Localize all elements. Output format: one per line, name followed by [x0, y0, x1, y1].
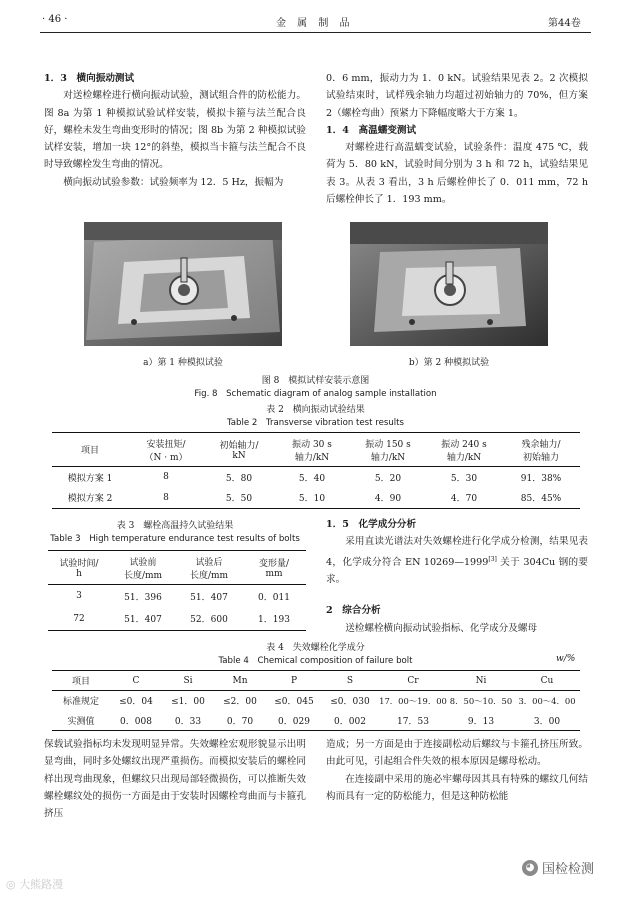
table-cell: 模拟方案 2	[67, 494, 113, 505]
table-header-cell: Si	[183, 675, 193, 686]
table-cell: 52．600	[190, 615, 228, 626]
table-2-caption-en: Table 2 Transverse vibration test results	[226, 418, 405, 428]
table-header-cell: 项目	[71, 677, 90, 687]
table-header-cell: 残余轴力/ 初始轴力	[521, 439, 561, 463]
figure-8-caption-en: Fig. 8 Schematic diagram of analog sample installation	[194, 389, 437, 399]
section-2-title: 2 综合分析	[326, 605, 381, 617]
paragraph: 保载试验指标均未发现明显异常。失效螺栓宏观形貌显示出明显弯曲，同时多处螺纹出现严重损伤。而模拟安装后的螺栓同样出现弯曲现象，但螺纹只出现局部轻微损伤，可以推断失效螺栓螺纹处的损伤一方面是由于安装时因螺栓弯曲而与卡箍孔挤压	[44, 739, 306, 820]
table-cell: 91．38%	[520, 473, 562, 484]
table-cell: 3．00～4．00	[518, 695, 576, 706]
table-header-cell: 项目	[80, 446, 99, 456]
table-cell: 0．70	[226, 716, 254, 727]
figure-8-caption: 图 8 模拟试样安装示意图	[261, 376, 370, 386]
paragraph: 横向振动试验参数：试验频率为 12．5 Hz，振幅为	[63, 176, 284, 188]
table-2-caption: 表 2 横向振动试验结果	[266, 405, 365, 415]
paragraph: 造成；另一方面是由于连接副松动后螺纹与卡箍孔挤压所致。由此可见，引起组合件失效的根本原因是螺母松动。	[326, 739, 588, 768]
table-header-cell: 试验时间/ h	[59, 559, 99, 579]
reference-marker: [3]	[488, 555, 497, 563]
bottom-left-text	[44, 736, 306, 822]
paragraph: 在连接副中采用的施必牢螺母因其具有特殊的螺纹几何结构而具有一定的防松能力，但是这种防松能	[326, 773, 588, 802]
table-header-cell: P	[290, 675, 298, 686]
figure-8b-subcaption: b）第 2 种模拟试验	[408, 358, 490, 368]
table-header-cell: 振动 240 s 轴力/kN	[441, 439, 487, 463]
table-cell: 0．029	[278, 716, 310, 727]
table-row	[52, 488, 580, 509]
table-cell: 17．53	[397, 716, 429, 727]
paragraph: 对送检螺栓进行横向振动试验，测试组合件的防松能力。图 8a 为第 1 种模拟试验试样安装，模拟卡箍与法兰配合良好，螺栓未发生弯曲变形时的情况；图 8b 为第 2 种模拟试验试样安装，增加一块 12°的斜垫，模拟当卡箍与法兰配合不良时导致螺栓发生弯曲的情况。	[44, 90, 306, 171]
figure-8a-subcaption: a）第 1 种模拟试验	[143, 358, 223, 368]
table-header-cell: Cu	[540, 675, 554, 686]
watermark-left-text: 大熊路漫	[19, 878, 64, 891]
table-row	[48, 608, 306, 631]
test-rig-photo-a	[84, 222, 282, 346]
volume-label: 第44卷	[548, 18, 581, 29]
table-header-cell: S	[346, 675, 354, 686]
weibo-icon: ◎	[6, 878, 16, 891]
table-header-cell: 振动 30 s 轴力/kN	[292, 439, 332, 463]
table-row	[48, 585, 306, 608]
table-cell: 17．00～19．00	[379, 695, 447, 706]
table-cell: ≤1．00	[171, 697, 205, 708]
watermark-right	[522, 858, 594, 877]
watermark-left	[6, 876, 63, 892]
left-column-top	[44, 70, 306, 191]
table-cell: 0．008	[120, 716, 152, 727]
table-cell: 0．002	[334, 716, 366, 727]
table-cell: 5．80	[225, 473, 253, 484]
table-3-caption: 表 3 螺栓高温持久试验结果	[116, 521, 234, 531]
table-cell: 4．90	[374, 494, 402, 505]
table-header-cell: Ni	[475, 675, 487, 686]
figure-8a-photo	[84, 222, 282, 346]
paragraph: 送检螺栓横向振动试验指标、化学成分及螺母	[345, 622, 538, 634]
table-row	[52, 467, 580, 488]
paragraph: 0．6 mm，振动力为 1．0 kN。试验结果见表 2。2 次模拟试验结束时，试样残余轴力均超过初始轴力的 70%，但方案 2（螺栓弯曲）预紧力下降幅度略大于方案 1。	[326, 73, 588, 119]
table-2	[52, 432, 580, 509]
table-cell: 4．70	[450, 494, 478, 505]
table-4-caption: 表 4 失效螺栓化学成分	[266, 643, 365, 653]
table-header-row	[48, 551, 306, 585]
table-cell: 9．13	[467, 716, 495, 727]
table-cell: 实测值	[67, 716, 95, 727]
table-cell: ≤0．030	[330, 697, 370, 708]
table-header-cell: C	[132, 675, 140, 686]
section-1-5-text: 采用直读光谱法对失效螺栓进行化学成分检测，结果见表 4，化学成分符合 EN 10269—1999	[326, 536, 588, 568]
table-header-cell: Cr	[407, 675, 419, 686]
table-cell: 模拟方案 1	[67, 473, 113, 484]
watermark-right-text: 国检检测	[542, 862, 595, 877]
table-cell: 51．396	[124, 592, 162, 603]
table-cell: 标准规定	[62, 697, 99, 708]
wechat-icon: ◕	[522, 860, 538, 876]
table-row	[52, 711, 580, 731]
table-cell: 72	[73, 613, 85, 624]
table-3-caption-en: Table 3 High temperature endurance test results of bolts	[50, 534, 300, 544]
table-4	[52, 670, 580, 731]
paragraph	[326, 533, 588, 588]
section-1-5-text-end: 关于 304Cu 钢的要求。	[326, 556, 588, 586]
table-cell: 51．407	[190, 592, 228, 603]
page-number: · 46 ·	[42, 14, 68, 25]
table-header-cell: 试验前 长度/mm	[123, 557, 163, 581]
right-column-top	[326, 70, 588, 208]
table-cell: 3．00	[533, 716, 561, 727]
table-4-caption-en: Table 4 Chemical composition of failure bolt	[218, 656, 413, 666]
test-rig-photo-b	[350, 222, 548, 346]
table-cell: 5．40	[298, 473, 326, 484]
table-header-cell: 试验后 长度/mm	[189, 557, 229, 581]
section-1-4-title: 1．4 高温蠕变测试	[326, 124, 417, 136]
table-3	[48, 550, 306, 631]
table-cell: 8	[163, 492, 169, 503]
section-1-3-title: 1．3 横向振动测试	[44, 73, 135, 84]
table-cell: 85．45%	[520, 494, 562, 505]
table-cell: ≤2．00	[223, 697, 257, 708]
table-cell: 8	[163, 472, 169, 483]
table-header-cell: 安装扭矩/ （N · m）	[144, 439, 188, 463]
table-cell: ≤0．045	[274, 697, 314, 708]
journal-title: 金 属 制 品	[276, 18, 354, 29]
table-header-row	[52, 671, 580, 691]
table-header-cell: 变形量/ mm	[258, 559, 290, 579]
table-header-cell: Mn	[232, 675, 248, 686]
table-cell: 8．50～10．50	[449, 695, 513, 706]
table-cell: 5．50	[225, 494, 253, 505]
table-cell: 0．011	[258, 592, 290, 603]
table-cell: 5．10	[298, 494, 326, 505]
table-cell: ≤0．04	[119, 697, 153, 708]
table-header-row	[52, 433, 580, 467]
figure-8b-photo	[350, 222, 548, 346]
paragraph: 对螺栓进行高温蠕变试验，试验条件：温度 475 ℃，载荷为 5．80 kN，试验时间分别为 3 h 和 72 h，试验结果见表 3。从表 3 看出，3 h 后螺栓伸长了 0．011 mm，72 h 后螺栓伸长了 1．193 mm。	[326, 142, 588, 206]
table-cell: 3	[76, 591, 82, 602]
table-cell: 51．407	[124, 615, 162, 626]
table-cell: 5．20	[374, 473, 402, 484]
table-4-unit: w/%	[556, 654, 576, 664]
table-cell: 0．33	[174, 716, 202, 727]
table-cell: 1．193	[258, 615, 290, 626]
section-1-5-title: 1．5 化学成分分析	[326, 519, 417, 530]
table-header-cell: 振动 150 s 轴力/kN	[365, 439, 411, 463]
bottom-right-text	[326, 736, 588, 805]
table-row	[52, 691, 580, 711]
header-rule	[40, 32, 591, 33]
table-cell: 5．30	[450, 473, 478, 484]
right-column-middle	[326, 516, 588, 637]
table-header-cell: 初始轴力/ kN	[219, 441, 259, 461]
